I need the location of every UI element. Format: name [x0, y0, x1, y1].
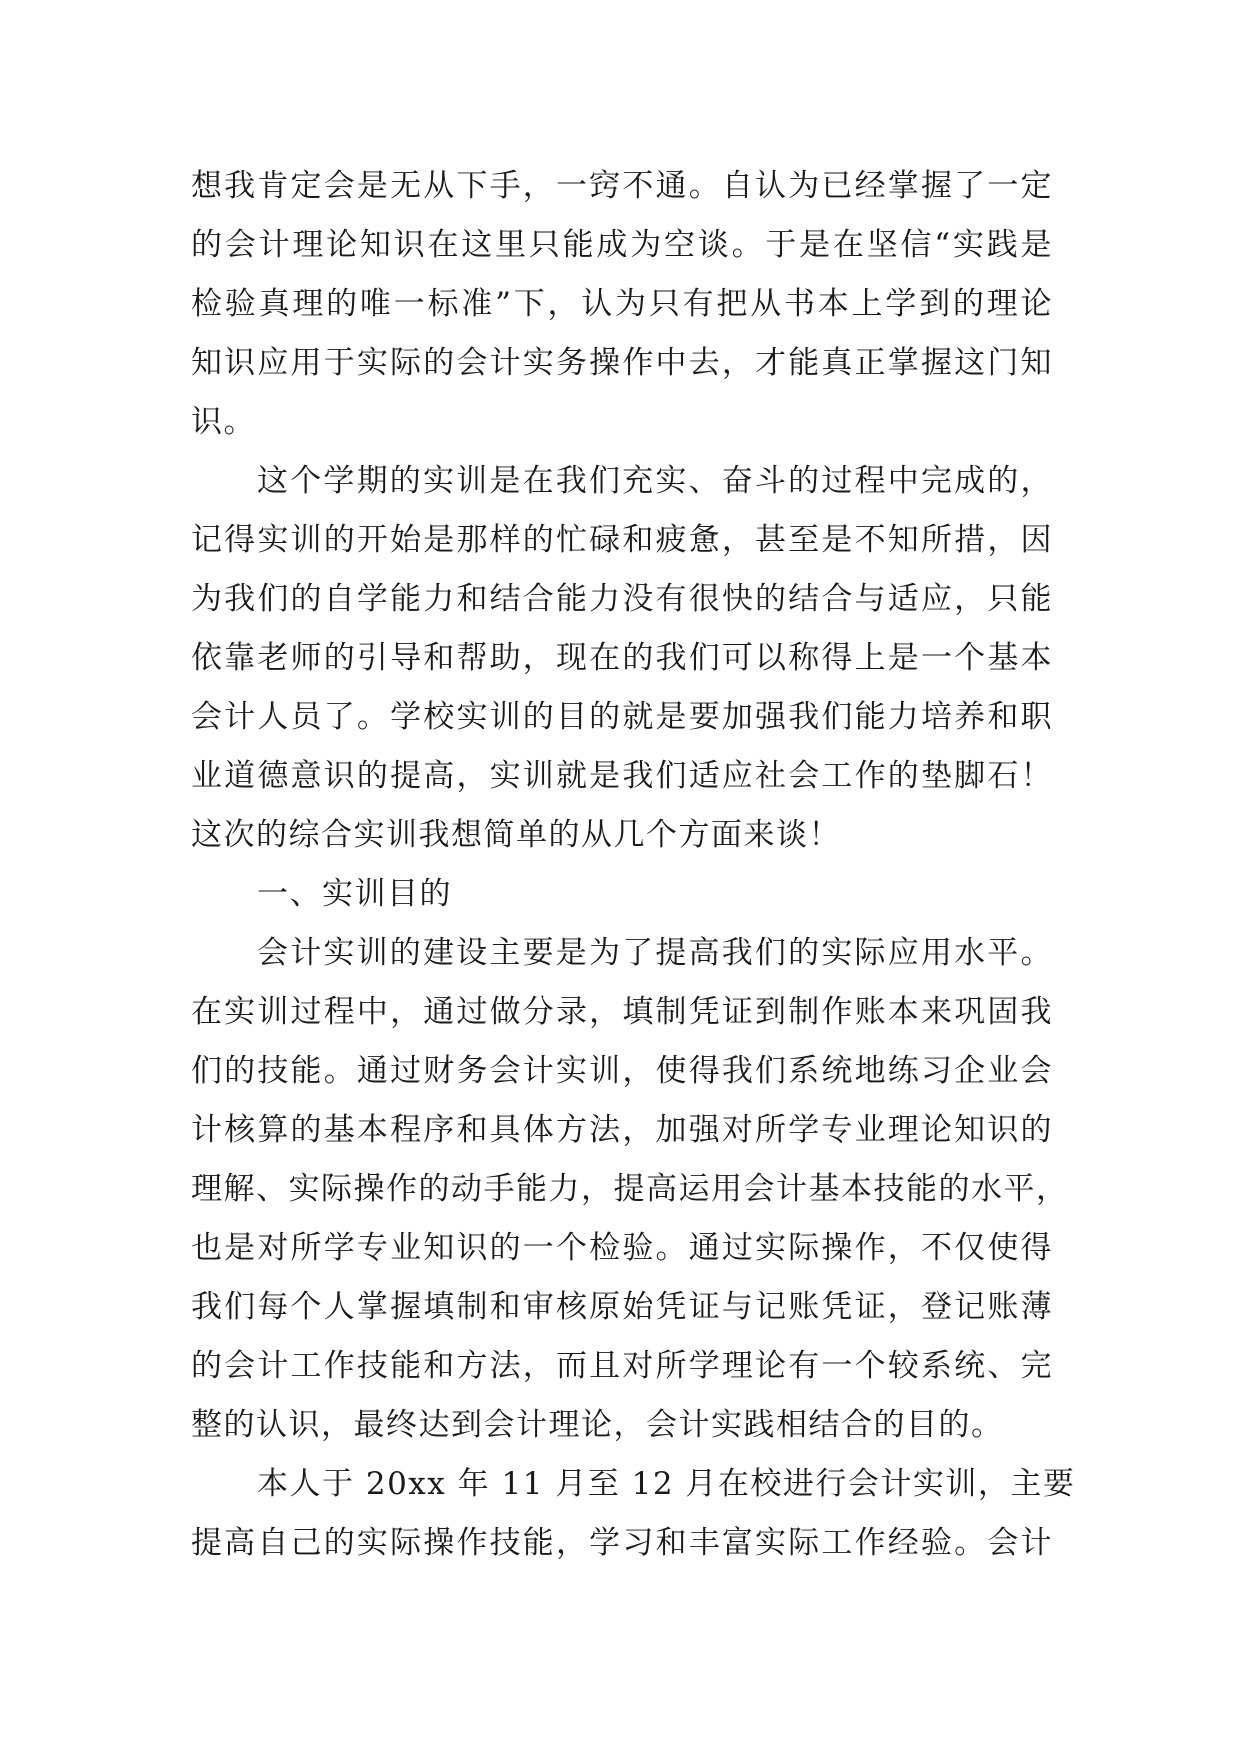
- text-line: 理解、实际操作的动手能力，提高运用会计基本技能的水平，: [191, 1171, 1069, 1207]
- text-line: 的会计理论知识在这里只能成为空谈。于是在坚信“实践是: [191, 227, 1053, 263]
- text-line: 提高自己的实际操作技能，学习和丰富实际工作经验。会计: [191, 1525, 1053, 1561]
- paragraph-first-line: 会计实训的建设主要是为了提高我们的实际应用水平。: [257, 935, 1053, 971]
- text-line: 的会计工作技能和方法，而且对所学理论有一个较系统、完: [191, 1348, 1053, 1384]
- text-line: 想我肯定会是无从下手，一窍不通。自认为已经掌握了一定: [191, 168, 1053, 204]
- text-line: 记得实训的开始是那样的忙碌和疲惫，甚至是不知所措，因: [191, 522, 1053, 558]
- paragraph-first-line: 一、实训目的: [257, 876, 452, 912]
- text-line: 也是对所学专业知识的一个检验。通过实际操作，不仅使得: [191, 1230, 1053, 1266]
- text-line: 为我们的自学能力和结合能力没有很快的结合与适应，只能: [191, 581, 1053, 617]
- text-line: 检验真理的唯一标准”下，认为只有把从书本上学到的理论: [191, 286, 1053, 322]
- text-line: 我们每个人掌握填制和审核原始凭证与记账凭证，登记账薄: [191, 1289, 1053, 1325]
- text-line: 在实训过程中，通过做分录，填制凭证到制作账本来巩固我: [191, 994, 1053, 1030]
- text-line: 们的技能。通过财务会计实训，使得我们系统地练习企业会: [191, 1053, 1053, 1089]
- text-line: 识。: [191, 404, 256, 440]
- text-line: 整的认识，最终达到会计理论，会计实践相结合的目的。: [191, 1407, 1004, 1443]
- paragraph-first-line: 本人于 20xx 年 11 月至 12 月在校进行会计实训，主要: [257, 1466, 1076, 1502]
- text-line: 知识应用于实际的会计实务操作中去，才能真正掌握这门知: [191, 345, 1053, 381]
- text-line: 会计人员了。学校实训的目的就是要加强我们能力培养和职: [191, 699, 1053, 735]
- body-text: [191, 157, 1076, 1573]
- text-line: 依靠老师的引导和帮助，现在的我们可以称得上是一个基本: [191, 640, 1053, 676]
- text-line: 这次的综合实训我想简单的从几个方面来谈！: [191, 817, 841, 853]
- text-line: 业道德意识的提高，实训就是我们适应社会工作的垫脚石！: [191, 758, 1053, 794]
- text-line: 计核算的基本程序和具体方法，加强对所学专业理论知识的: [191, 1112, 1053, 1148]
- paragraph-first-line: 这个学期的实训是在我们充实、奋斗的过程中完成的，: [257, 463, 1053, 499]
